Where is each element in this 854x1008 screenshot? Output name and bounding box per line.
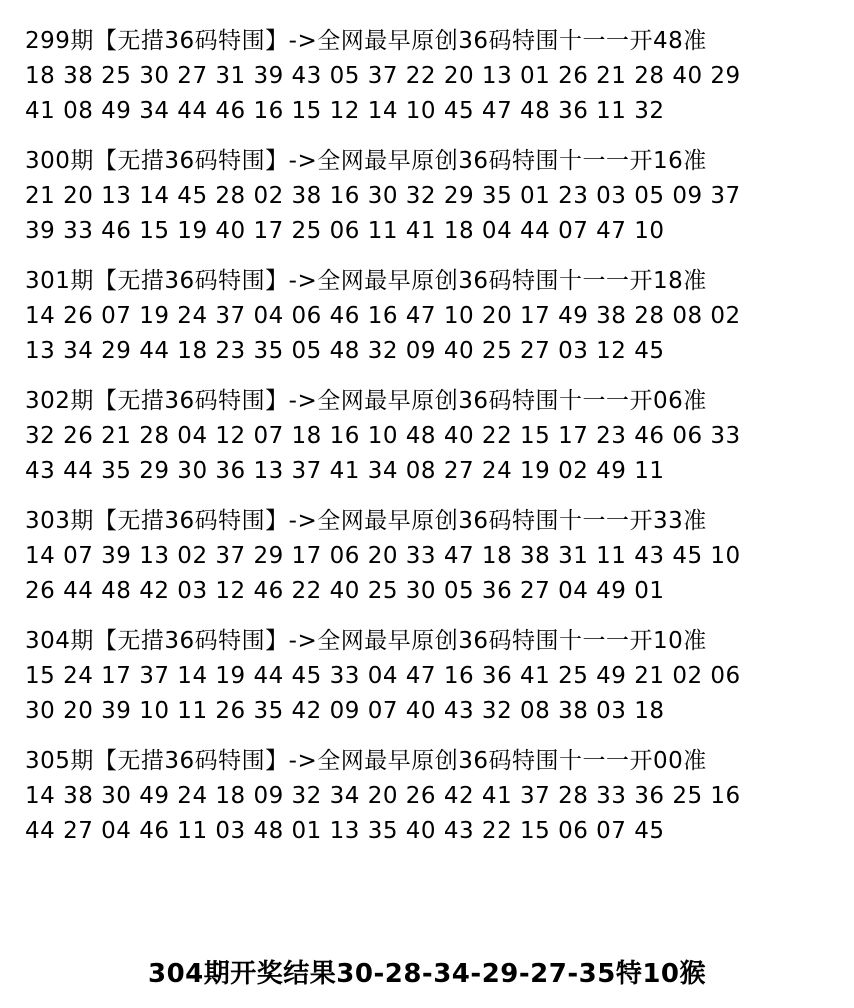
number-row: 44 27 04 46 11 03 48 01 13 35 40 43 22 15 06 07 45 [25, 818, 665, 844]
period-header: 301期【无措36码特围】->全网最早原创36码特围十一一开18准 [25, 268, 707, 294]
number-row: 43 44 35 29 30 36 13 37 41 34 08 27 24 19 02 49 11 [25, 458, 665, 484]
period-header: 305期【无措36码特围】->全网最早原创36码特围十一一开00准 [25, 748, 707, 774]
period-block-302 [25, 384, 840, 489]
number-row: 14 07 39 13 02 37 29 17 06 20 33 47 18 38 31 11 43 45 10 [25, 543, 741, 569]
period-block-304 [25, 624, 840, 729]
number-row: 39 33 46 15 19 40 17 25 06 11 41 18 04 44 07 47 10 [25, 218, 665, 244]
period-block-305 [25, 744, 840, 849]
number-row: 32 26 21 28 04 12 07 18 16 10 48 40 22 15 17 23 46 06 33 [25, 423, 741, 449]
draw-result-footer: 304期开奖结果30-28-34-29-27-35特10猴 [148, 959, 706, 989]
number-row: 15 24 17 37 14 19 44 45 33 04 47 16 36 41 25 49 21 02 06 [25, 663, 741, 689]
period-header: 304期【无措36码特围】->全网最早原创36码特围十一一开10准 [25, 628, 707, 654]
number-row: 14 38 30 49 24 18 09 32 34 20 26 42 41 37 28 33 36 25 16 [25, 783, 741, 809]
number-row: 18 38 25 30 27 31 39 43 05 37 22 20 13 01 26 21 28 40 29 [25, 63, 741, 89]
prediction-list [25, 24, 840, 864]
number-row: 21 20 13 14 45 28 02 38 16 30 32 29 35 01 23 03 05 09 37 [25, 183, 741, 209]
period-block-300 [25, 144, 840, 249]
number-row: 30 20 39 10 11 26 35 42 09 07 40 43 32 08 38 03 18 [25, 698, 665, 724]
number-row: 26 44 48 42 03 12 46 22 40 25 30 05 36 27 04 49 01 [25, 578, 665, 604]
period-block-301 [25, 264, 840, 369]
period-header: 302期【无措36码特围】->全网最早原创36码特围十一一开06准 [25, 388, 707, 414]
period-header: 303期【无措36码特围】->全网最早原创36码特围十一一开33准 [25, 508, 707, 534]
period-header: 300期【无措36码特围】->全网最早原创36码特围十一一开16准 [25, 148, 707, 174]
number-row: 41 08 49 34 44 46 16 15 12 14 10 45 47 48 36 11 32 [25, 98, 665, 124]
period-block-299 [25, 24, 840, 129]
period-block-303 [25, 504, 840, 609]
period-header: 299期【无措36码特围】->全网最早原创36码特围十一一开48准 [25, 28, 707, 54]
number-row: 13 34 29 44 18 23 35 05 48 32 09 40 25 27 03 12 45 [25, 338, 665, 364]
number-row: 14 26 07 19 24 37 04 06 46 16 47 10 20 17 49 38 28 08 02 [25, 303, 741, 329]
